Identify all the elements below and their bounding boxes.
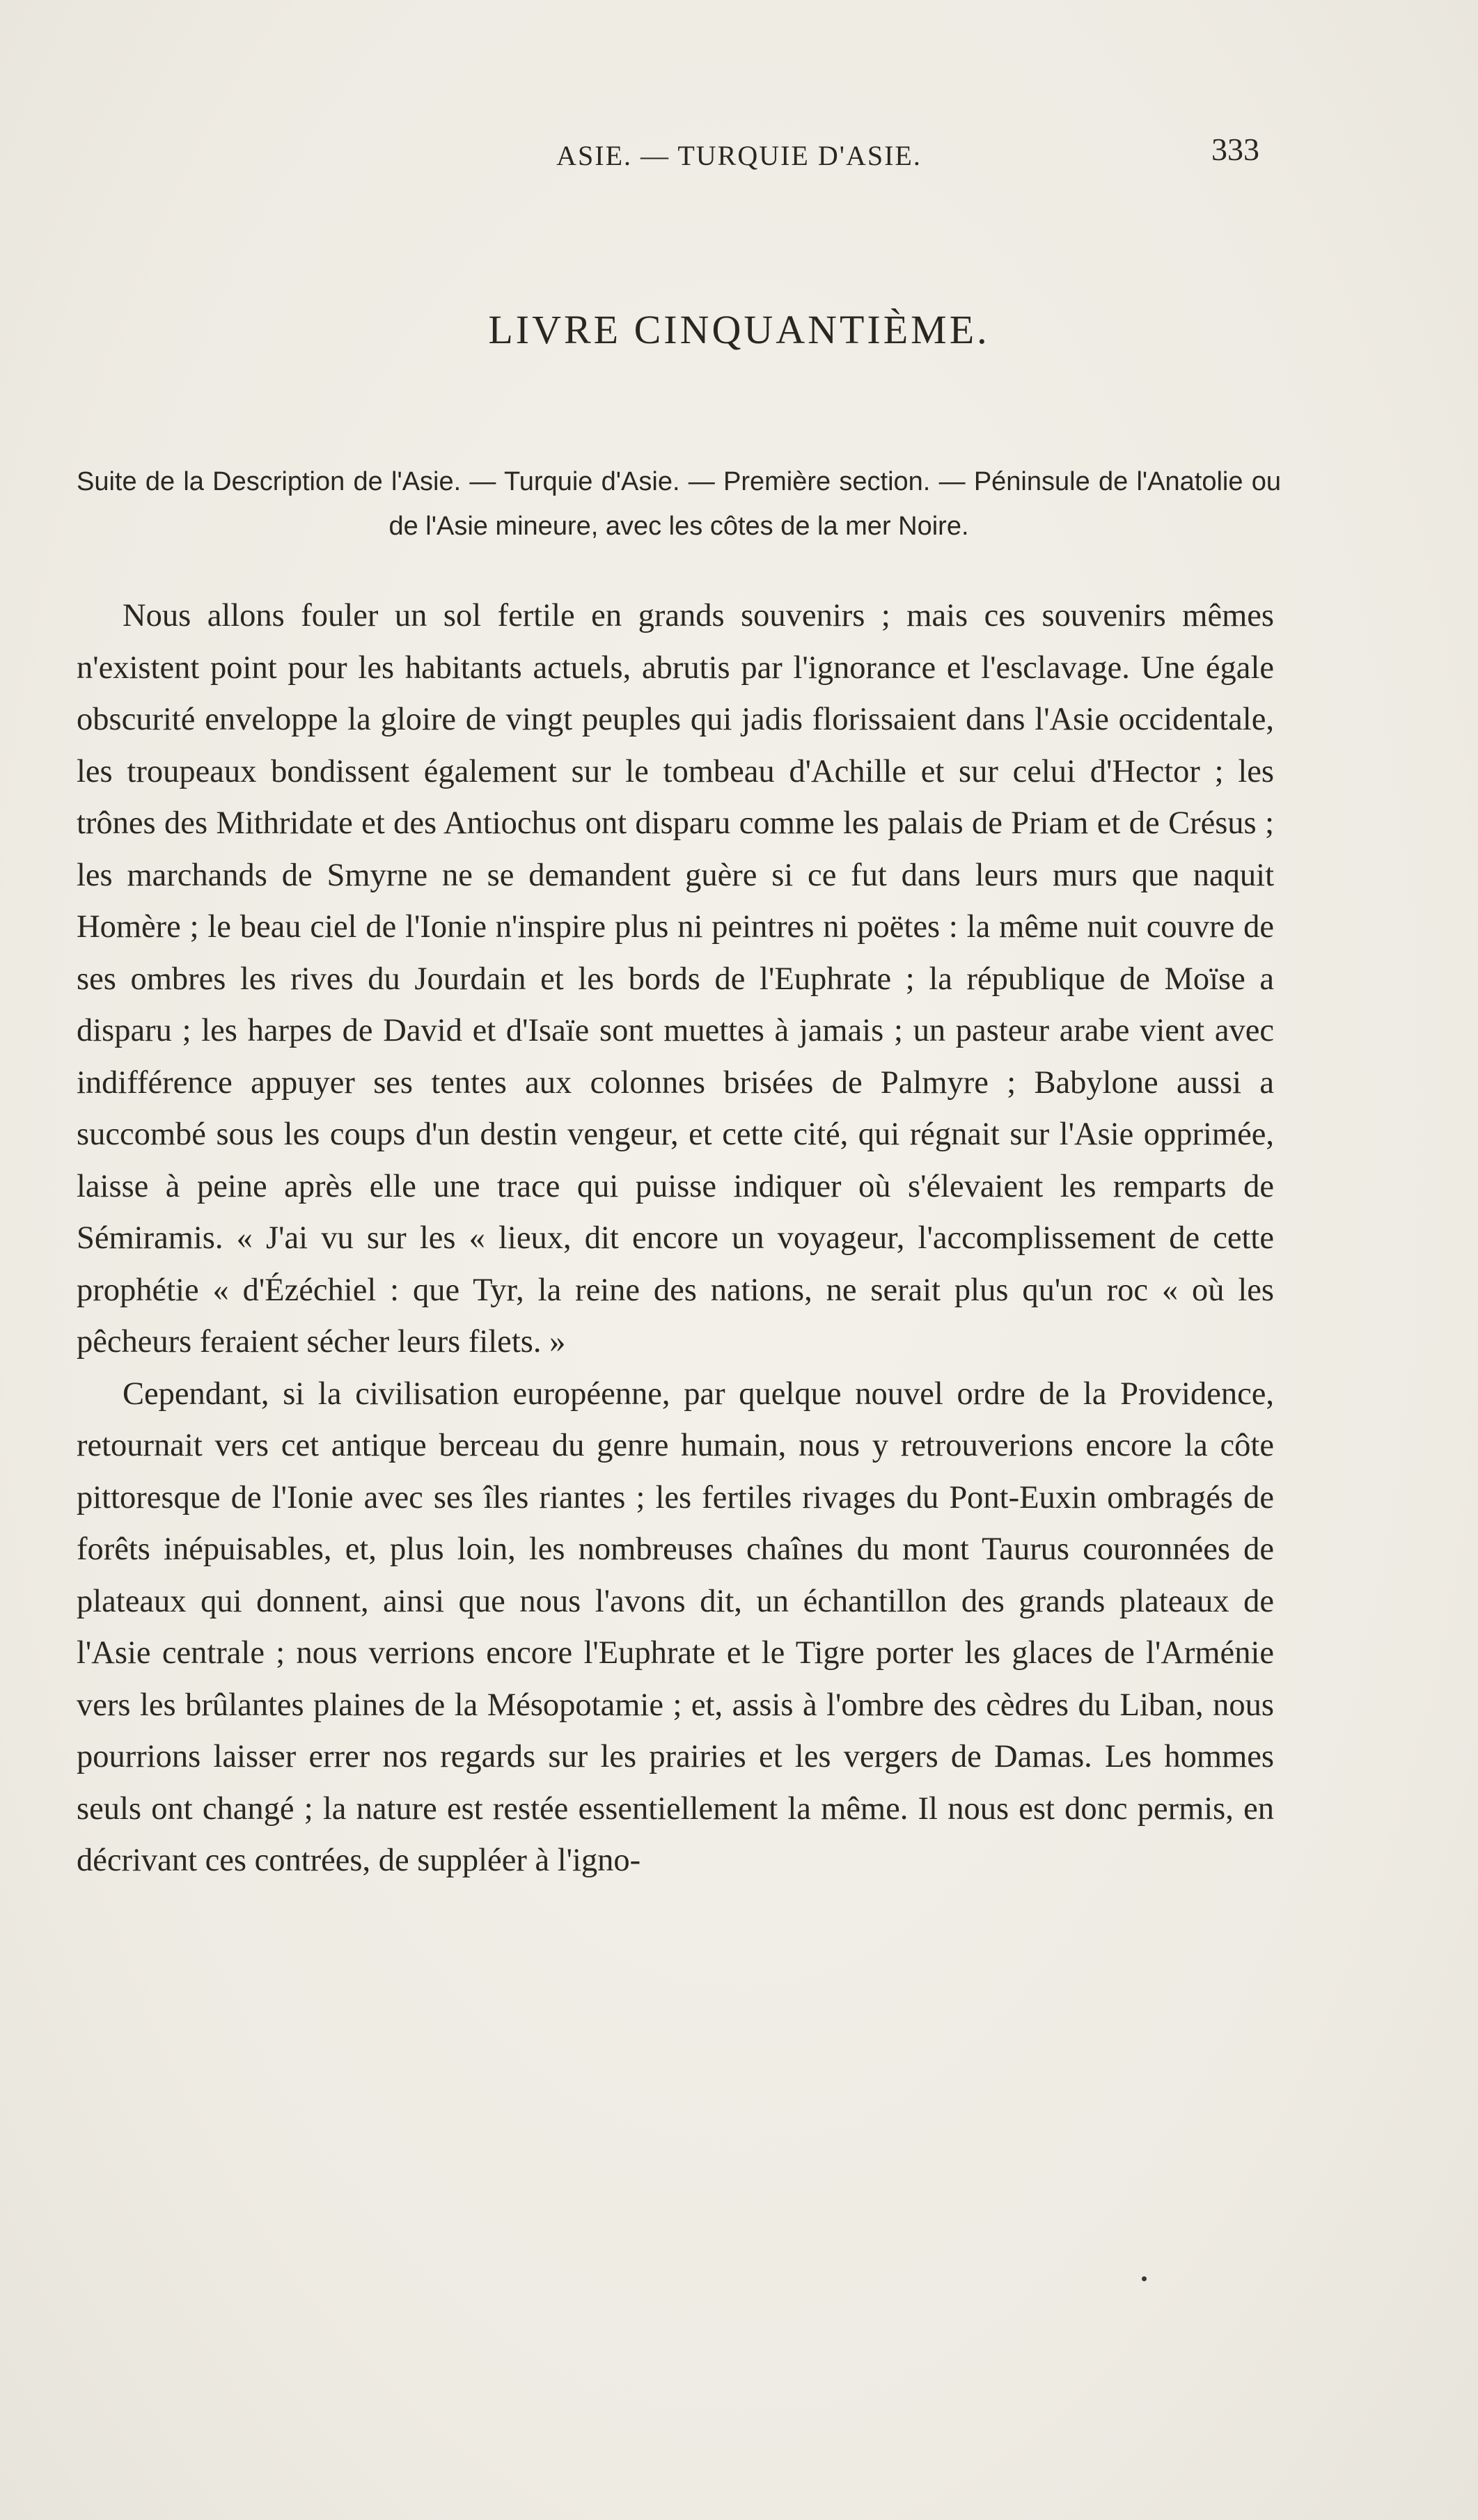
print-speck [1142,2276,1147,2281]
page-number: 333 [1211,132,1259,167]
book-title: LIVRE CINQUANTIÈME. [488,307,990,352]
body-text [77,590,1274,1887]
paragraph-1: Nous allons fouler un sol fertile en grands souvenirs ; mais ces souvenirs mêmes n'existent point pour les habitants actuels, abrutis par l'ignorance et l'esclavage. Une égale obscurité enveloppe la gloire de vingt peuples qui jadis florissaient dans l'Asie occidentale, les troupeaux bondissent également sur le tombeau d'Achille et sur celui d'Hector ; les trônes des Mithridate et des Antiochus ont disparu comme les palais de Priam et de Crésus ; les marchands de Smyrne ne se demandent guère si ce fut dans leurs murs que naquit Homère ; le beau ciel de l'Ionie n'inspire plus ni peintres ni poëtes : la même nuit couvre de ses ombres les rives du Jourdain et les bords de l'Euphrate ; la république de Moïse a disparu ; les harpes de David et d'Isaïe sont muettes à jamais ; un pasteur arabe vient avec indifférence appuyer ses tentes aux colonnes brisées de Palmyre ; Babylone aussi a succombé sous les coups d'un destin vengeur, et cette cité, qui régnait sur l'Asie opprimée, laisse à peine après elle une trace qui puisse indiquer où s'élevaient les remparts de Sémiramis. « J'ai vu sur les « lieux, dit encore un voyageur, l'accomplissement de cette prophétie « d'Ézéchiel : que Tyr, la reine des nations, ne serait plus qu'un roc « où les pêcheurs feraient sécher leurs filets. » [77,598,1274,1360]
paragraph-2: Cependant, si la civilisation européenne, par quelque nouvel ordre de la Providence, retournait vers cet antique berceau du genre humain, nous y retrouverions encore la côte pittoresque de l'Ionie avec ses îles riantes ; les fertiles rivages du Pont-Euxin ombragés de forêts inépuisables, et, plus loin, les nombreuses chaînes du mont Taurus couronnées de plateaux qui donnent, ainsi que nous l'avons dit, un échantillon des grands plateaux de l'Asie centrale ; nous verrions encore l'Euphrate et le Tigre porter les glaces de l'Arménie vers les brûlantes plaines de la Mésopotamie ; et, assis à l'ombre des cèdres du Liban, nous pourrions laisser errer nos regards sur les prairies et les vergers de Damas. Les hommes seuls ont changé ; la nature est restée essentiellement la même. Il nous est donc permis, en décrivant ces contrées, de suppléer à l'igno- [77,1376,1274,1878]
running-head: ASIE. — TURQUIE D'ASIE. [556,140,922,171]
chapter-summary: Suite de la Description de l'Asie. — Turquie d'Asie. — Première section. — Péninsule de l'Anatolie ou de l'Asie mineure, avec les côtes de la mer Noire. [77,467,1281,541]
